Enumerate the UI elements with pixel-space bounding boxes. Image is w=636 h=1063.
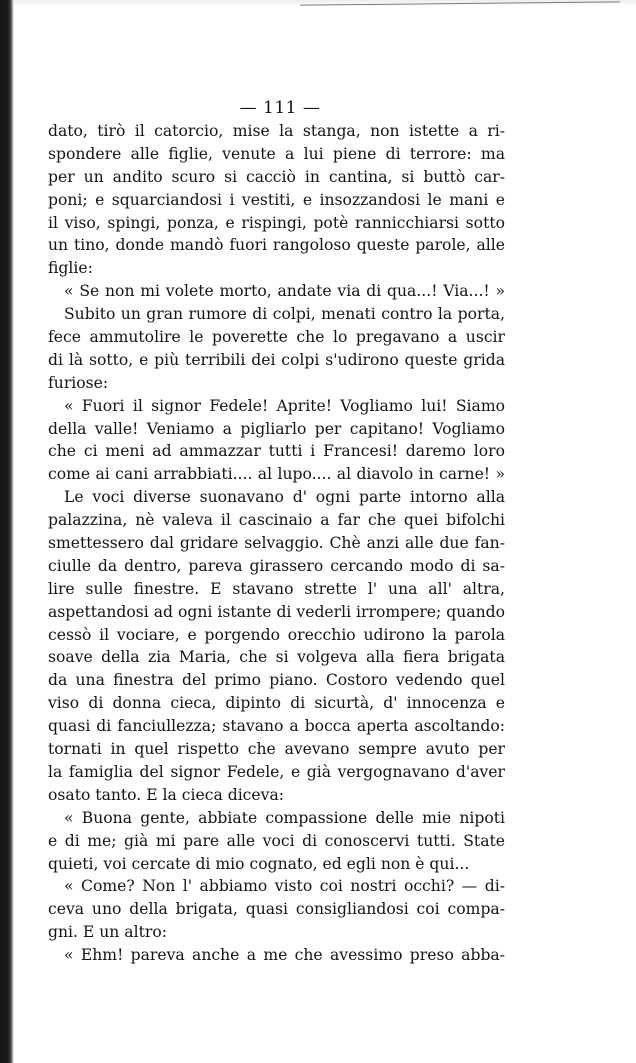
text-line: palazzina, nè valeva il cascinaio a far che quei bifolchi <box>48 511 505 530</box>
text-line: « Fuori il signor Fedele! Aprite! Vogliamo lui! Siamo <box>64 396 505 415</box>
page-number: — 111 — <box>239 98 321 118</box>
text-line: quieti, voi cercate di mio cognato, ed egli non è qui... <box>48 854 470 873</box>
text-line: smettessero dal gridare selvaggio. Chè anzi alle due fan- <box>48 534 505 553</box>
text-line: un tino, donde mandò fuori rangoloso queste parole, alle <box>48 236 505 255</box>
text-line: « Se non mi volete morto, andate via di qua...! Via...! » <box>64 282 505 301</box>
text-line: lire sulle finestre. E stavano strette l' una all' altra, <box>48 579 505 598</box>
text-line: gni. E un altro: <box>48 923 167 942</box>
text-line: Subito un gran rumore di colpi, menati contro la porta, <box>64 305 505 324</box>
text-line: ciulle da dentro, pareva girassero cercando modo di sa- <box>48 556 505 575</box>
text-line: spondere alle figlie, venute a lui piene di terrore: ma <box>48 144 505 163</box>
text-line: che ci meni ad ammazzar tutti i Francesi! daremo loro <box>48 442 505 461</box>
text-line: e di me; già mi pare alle voci di conoscervi tutti. State <box>48 831 505 850</box>
text-line: fece ammutolire le poverette che lo pregavano a uscir <box>48 328 505 347</box>
text-line: per un andito scuro si cacciò in cantina, si buttò car- <box>48 167 505 186</box>
scan-left-border <box>0 0 14 1063</box>
text-line: cessò il vociare, e porgendo orecchio udirono la parola <box>48 625 505 644</box>
text-line: aspettandosi ad ogni istante di vederli irrompere; quando <box>48 602 505 621</box>
text-line: della valle! Veniamo a pigliarlo per capitano! Vogliamo <box>48 419 505 438</box>
text-line: da una finestra del primo piano. Costoro vedendo quel <box>48 671 505 690</box>
text-line: come ai cani arrabbiati.... al lupo.... al diavolo in carne! » <box>48 465 505 484</box>
text-line: osato tanto. E la cieca diceva: <box>48 785 285 804</box>
text-line: viso di donna cieca, dipinto di sicurtà, d' innocenza e <box>48 694 505 713</box>
text-line: ceva uno della brigata, quasi consigliandosi coi compa- <box>48 900 505 919</box>
text-line: quasi di fanciullezza; stavano a bocca aperta ascoltando: <box>48 717 505 736</box>
text-line: tornati in quel rispetto che avevano sempre avuto per <box>48 740 505 759</box>
text-line: Le voci diverse suonavano d' ogni parte intorno alla <box>64 488 505 507</box>
text-line: dato, tirò il catorcio, mise la stanga, non istette a ri- <box>48 122 505 140</box>
text-line: la famiglia del signor Fedele, e già vergognavano d'aver <box>48 762 505 781</box>
text-line: « Come? Non l' abbiamo visto coi nostri occhi? — di- <box>64 877 505 896</box>
text-line: il viso, spingi, ponza, e rispingi, potè rannicchiarsi sotto <box>48 213 505 232</box>
text-line: « Buona gente, abbiate compassione delle mie nipoti <box>64 808 505 827</box>
text-line: « Ehm! pareva anche a me che avessimo preso abba- <box>64 946 505 965</box>
text-line: soave della zia Maria, che si volgeva alla fiera brigata <box>48 648 505 667</box>
text-line: furiose: <box>48 373 109 392</box>
text-line: poni; e squarciandosi i vestiti, e insozzandosi le mani e <box>48 190 505 209</box>
text-line: di là sotto, e più terribili dei colpi s'udirono queste grida <box>48 350 505 369</box>
text-line: figlie: <box>48 259 93 278</box>
body-text <box>48 120 505 967</box>
